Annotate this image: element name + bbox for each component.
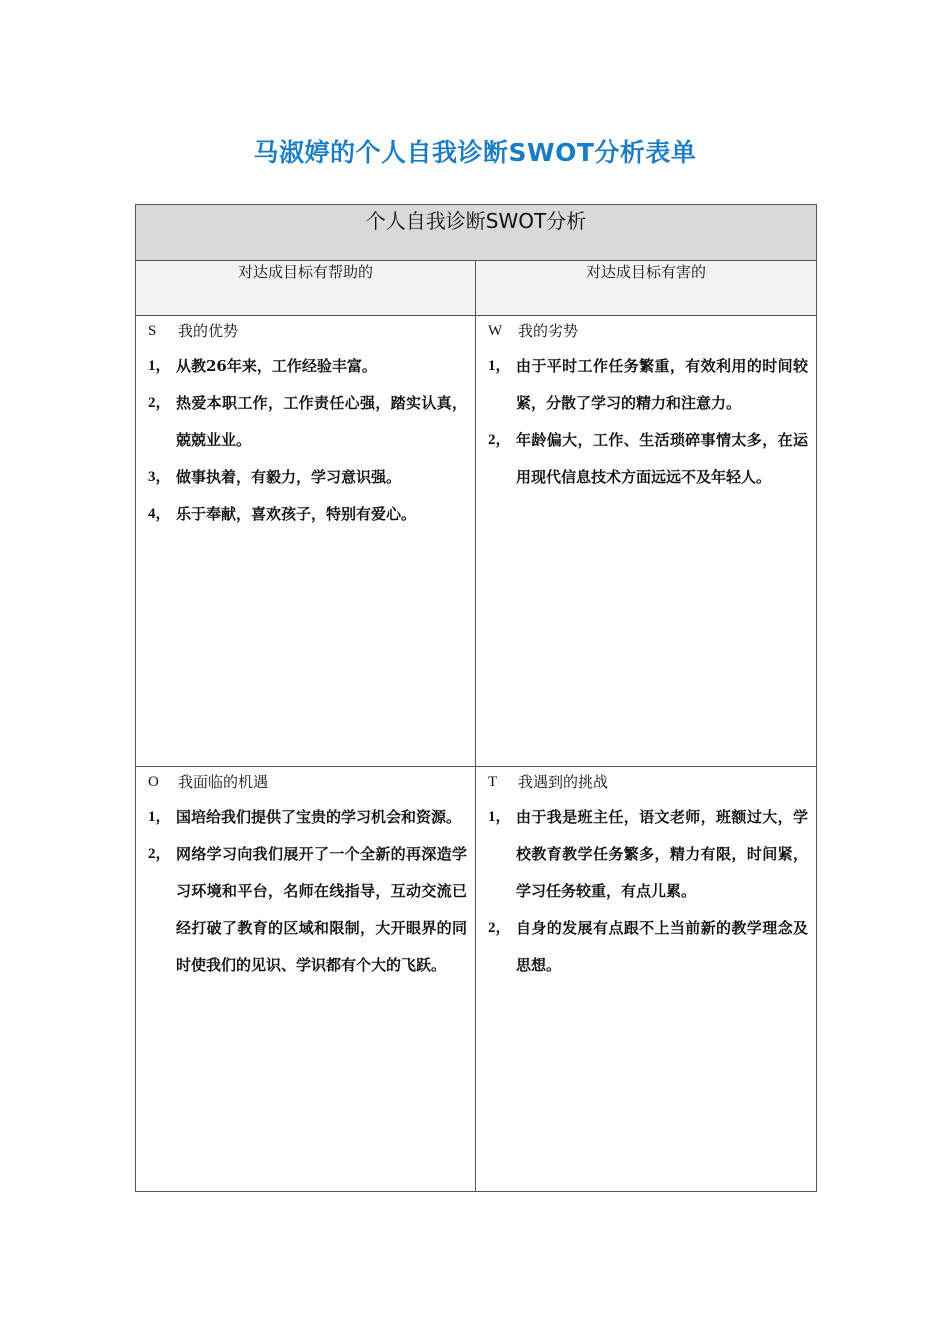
item-text: 热爱本职工作，工作责任心强，踏实认真，兢兢业业。 — [176, 394, 467, 449]
list-item — [148, 836, 467, 984]
item-text: 年龄偏大，工作、生活琐碎事情太多，在运用现代信息技术方面远远不及年轻人。 — [516, 431, 808, 486]
opportunities-cell — [136, 767, 476, 1192]
item-number: 2， — [148, 846, 171, 862]
list-item — [148, 799, 467, 836]
helpful-column-header: 对达成目标有帮助的 — [136, 261, 476, 316]
strengths-cell — [136, 316, 476, 767]
list-item — [148, 385, 467, 459]
list-item — [488, 422, 808, 496]
threats-list — [488, 799, 808, 984]
harmful-column-header: 对达成目标有害的 — [476, 261, 817, 316]
strengths-heading: 我的优势 — [178, 322, 239, 340]
weaknesses-heading: 我的劣势 — [518, 322, 579, 340]
page-title: 马淑婷的个人自我诊断SWOT分析表单 — [253, 138, 697, 167]
item-number: 2， — [488, 920, 511, 936]
list-item — [148, 496, 467, 533]
list-item — [488, 910, 808, 984]
opportunities-letter: O — [148, 774, 159, 790]
item-text: 由于我是班主任，语文老师，班额过大，学校教育教学任务繁多，精力有限，时间紧，学习任务较重，有点儿累。 — [516, 808, 808, 900]
item-number: 1， — [488, 358, 511, 374]
item-text: 由于平时工作任务繁重，有效利用的时间较紧，分散了学习的精力和注意力。 — [516, 357, 808, 412]
item-text: 自身的发展有点跟不上当前新的教学理念及思想。 — [516, 919, 808, 974]
weaknesses-list — [488, 348, 808, 496]
item-text: 网络学习向我们展开了一个全新的再深造学习环境和平台，名师在线指导，互动交流已经打破了教育的区域和限制，大开眼界的同时使我们的见识、学识都有个大的飞跃。 — [176, 845, 467, 974]
list-item — [488, 799, 808, 910]
threats-letter: T — [488, 774, 498, 790]
opportunities-heading: 我面临的机遇 — [178, 773, 269, 791]
item-text: 做事执着，有毅力，学习意识强。 — [176, 468, 402, 486]
opportunities-list — [148, 799, 467, 984]
item-text: 乐于奉献，喜欢孩子，特别有爱心。 — [176, 505, 417, 523]
item-number: 4， — [148, 506, 171, 522]
item-text: 国培给我们提供了宝贵的学习机会和资源。 — [176, 808, 462, 826]
strengths-letter: S — [148, 323, 157, 339]
threats-heading: 我遇到的挑战 — [518, 773, 609, 791]
weaknesses-letter: W — [488, 323, 503, 339]
threats-cell — [476, 767, 817, 1192]
list-item — [148, 348, 467, 385]
item-number: 1， — [488, 809, 511, 825]
strengths-list — [148, 348, 467, 533]
item-number: 3， — [148, 469, 171, 485]
swot-table — [135, 204, 817, 1192]
item-number: 1， — [148, 809, 171, 825]
table-header: 个人自我诊断SWOT分析 — [136, 205, 817, 261]
weaknesses-cell — [476, 316, 817, 767]
list-item — [488, 348, 808, 422]
list-item — [148, 459, 467, 496]
item-number: 1， — [148, 358, 171, 374]
item-number: 2， — [148, 395, 171, 411]
item-number: 2， — [488, 432, 511, 448]
item-text: 从教26年来，工作经验丰富。 — [176, 357, 377, 375]
